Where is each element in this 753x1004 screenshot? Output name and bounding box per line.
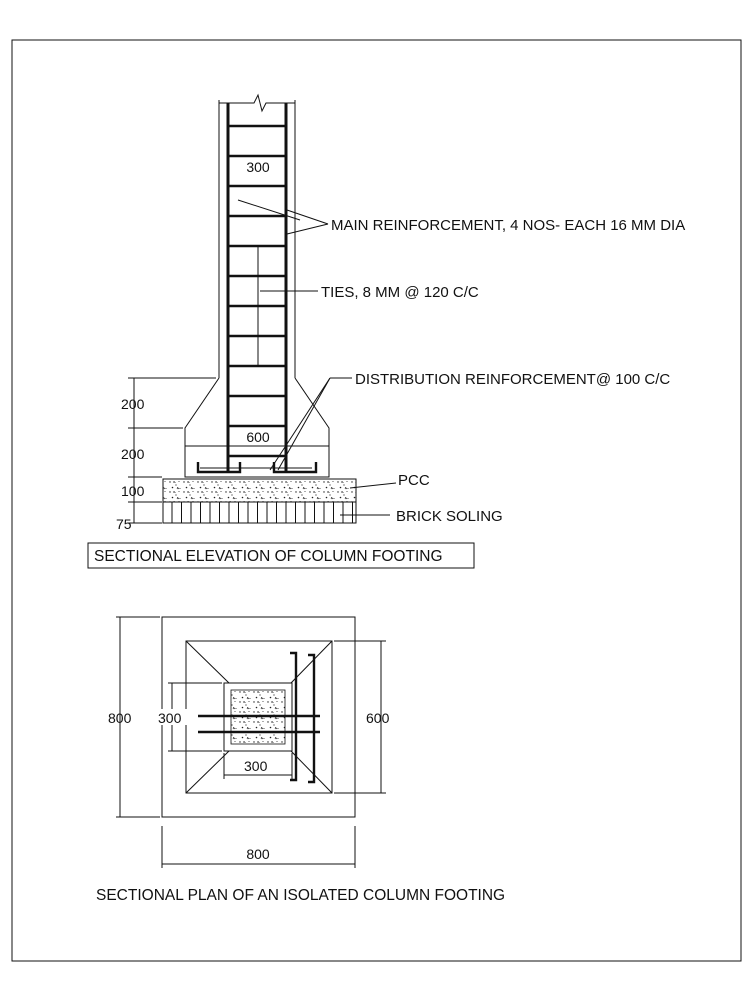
brick-soling xyxy=(163,502,356,523)
plan-title: SECTIONAL PLAN OF AN ISOLATED COLUMN FOOTING xyxy=(96,887,506,904)
plan-dim-column-left: 300 xyxy=(158,710,182,726)
dim-height-3: 100 xyxy=(121,483,145,499)
plan-dim-outer-bottom: 800 xyxy=(246,846,270,862)
plan-view xyxy=(96,617,505,904)
bottom-bar-left xyxy=(198,462,240,472)
sheet-border xyxy=(12,40,741,961)
plan-dim-inner-right: 600 xyxy=(366,710,390,726)
callout-main-reinforcement: MAIN REINFORCEMENT, 4 NOS- EACH 16 MM DIA xyxy=(331,217,686,234)
footing-outline xyxy=(185,378,329,477)
elevation-view xyxy=(88,95,685,568)
callout-pcc: PCC xyxy=(398,472,430,489)
dim-base-width: 600 xyxy=(246,429,270,445)
break-line xyxy=(219,95,295,111)
bottom-bar-right xyxy=(274,462,316,472)
dim-height-1: 200 xyxy=(121,396,145,412)
plan-dim-column-bottom: 300 xyxy=(244,758,268,774)
callout-ties: TIES, 8 MM @ 120 C/C xyxy=(321,284,479,301)
dim-column-width: 300 xyxy=(246,159,270,175)
leaders xyxy=(260,210,396,515)
pcc-layer xyxy=(163,479,356,502)
callout-brick-soling: BRICK SOLING xyxy=(396,508,503,525)
plan-dim-outer-left: 800 xyxy=(108,710,132,726)
dim-height-4: 75 xyxy=(116,516,132,532)
callout-distribution: DISTRIBUTION REINFORCEMENT@ 100 C/C xyxy=(355,371,671,388)
dim-height-2: 200 xyxy=(121,446,145,462)
elevation-title: SECTIONAL ELEVATION OF COLUMN FOOTING xyxy=(94,548,443,565)
